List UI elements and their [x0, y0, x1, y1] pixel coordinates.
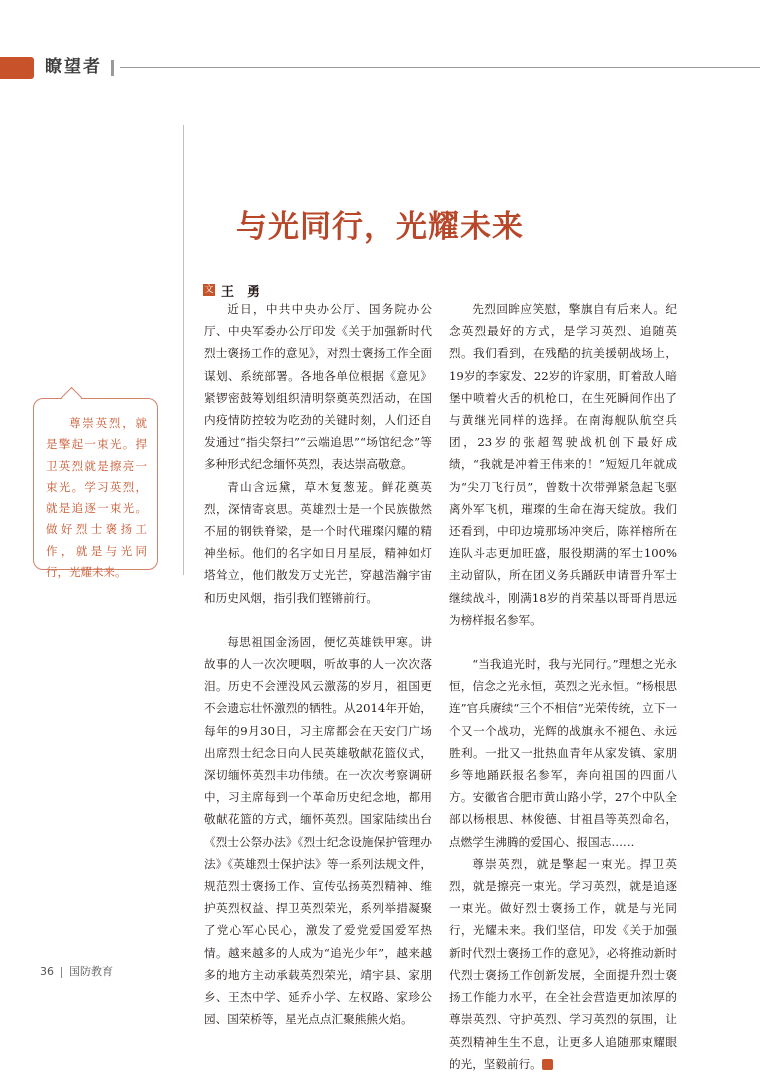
article-column-left [204, 298, 432, 1031]
magazine-name: 国防教育 [69, 965, 113, 978]
header-rule [120, 67, 760, 68]
paragraph: 每思祖国金汤固，便忆英雄铁甲寒。讲故事的人一次次哽咽，听故事的人一次次落泪。历史不会湮没风云激荡的岁月，祖国更不会遗忘壮怀激烈的牺牲。从2014年开始，每年的9月30日，习主席都会在天安门广场出席烈士纪念日向人民英雄敬献花篮仪式，深切缅怀英烈丰功伟绩。在一次次考察调研中，习主席每到一个革命历史纪念地，都用敬献花篮的方式，缅怀英烈。国家陆续出台《烈士公祭办法》《烈士纪念设施保护管理办法》《英雄烈士保护法》等一系列法规文件，规范烈士褒扬工作、宣传弘扬英烈精神、维护英烈权益、捍卫英烈荣光，系列举措凝聚了党心军心民心，激发了爱党爱国爱军热情。越来越多的人成为“追光少年”，越来越多的地方主动承载英烈荣光，靖宇县、家朋乡、王杰中学、延乔小学、左权路、家珍公园、国荣桥等，星光点点汇聚熊熊火焰。 [204, 634, 432, 1027]
pull-quote-text: 尊崇英烈，就是擎起一束光。捍卫英烈就是擦亮一束光。学习英烈，就是追逐一束光。做好烈士褒扬工作，就是与光同行，光耀未来。 [46, 416, 147, 580]
footer-divider [61, 967, 62, 978]
column-rule [183, 125, 184, 575]
section-title: 瞭望者 [45, 57, 102, 77]
author-name: 王 勇 [221, 285, 261, 300]
paragraph-text: 尊崇英烈，就是擎起一束光。捍卫英烈，就是擦亮一束光。学习英烈，就是追逐一束光。做好烈士褒扬工作，就是与光同行，光耀未来。我们坚信，印发《关于加强新时代烈士褒扬工作的意见》，必将推动新时代烈士褒扬工作创新发展，全面提升烈士褒扬工作能力水平，在全社会营造更加浓厚的尊崇英烈、守护英烈、学习英烈的氛围，让英烈精神生生不息，让更多人追随那束耀眼的光，坚毅前行。 [449, 856, 677, 1071]
end-mark-icon: G [542, 1059, 553, 1070]
page-footer [40, 963, 113, 979]
paragraph: 青山含远黛，草木复葱茏。鲜花奠英烈，深情寄哀思。英雄烈士是一个民族傲然不屈的钢铁脊梁，是一个时代璀璨闪耀的精神坐标。他们的名字如日月星辰，精神如灯塔耸立，他们散发万丈光芒，穿越浩瀚宇宙和历史风烟，指引我们铿锵前行。 [204, 479, 432, 605]
paragraph: 先烈回眸应笑慰，擎旗自有后来人。纪念英烈最好的方式，是学习英烈、追随英烈。我们看到，在残酷的抗美援朝战场上，19岁的李家发、22岁的许家朋，盯着敌人暗堡中喷着火舌的机枪口，在生死瞬间作出了与黄继光同样的选择。在南海舰队航空兵团，23岁的张超驾驶战机创下最好成绩，“我就是冲着王伟来的！”短短几年就成为“尖刀飞行员”，曾数十次带弹紧急起飞驱离外军飞机，璀璨的生命在海天绽放。我们还看到，中印边境那场冲突后，陈祥榕所在连队斗志更加旺盛，服役期满的军士100%主动留队，所在团义务兵踊跃申请晋升军士继续战斗，刚满18岁的肖荣基以哥哥肖思远为榜样报名参军。 [449, 302, 677, 627]
author-mark-icon: 文 [204, 285, 214, 295]
section-tab [0, 57, 34, 79]
article-column-right [449, 298, 677, 1075]
page-number: 36 [40, 965, 54, 978]
section-divider [111, 60, 114, 76]
paragraph: 近日，中共中央办公厅、国务院办公厅、中央军委办公厅印发《关于加强新时代烈士褒扬工作的意见》，对烈士褒扬工作全面谋划、系统部署。各地各单位根据《意见》紧锣密鼓筹划组织清明祭奠英烈活动，在国内疫情防控较为吃劲的关键时刻，人们还自发通过“指尖祭扫”“云端追思”“场馆纪念”等多种形式纪念缅怀英烈，表达崇高敬意。 [204, 302, 432, 472]
pull-quote [33, 398, 158, 580]
paragraph: “当我追光时，我与光同行。”理想之光永恒，信念之光永恒，英烈之光永恒。“杨根思连”官兵赓续“三个不相信”光荣传统，立下一个又一个战功，光辉的战旗永不褪色、永远胜利。一批又一批热血青年从家发镇、家朋乡等地踊跃报名参军，奔向祖国的四面八方。安徽省合肥市黄山路小学，27个中队全部以杨根思、林俊德、甘祖昌等英烈命名，点燃学生沸腾的爱国心、报国志…… [449, 657, 677, 849]
paragraph [449, 853, 677, 1075]
article-title: 与光同行，光耀未来 [236, 208, 524, 245]
